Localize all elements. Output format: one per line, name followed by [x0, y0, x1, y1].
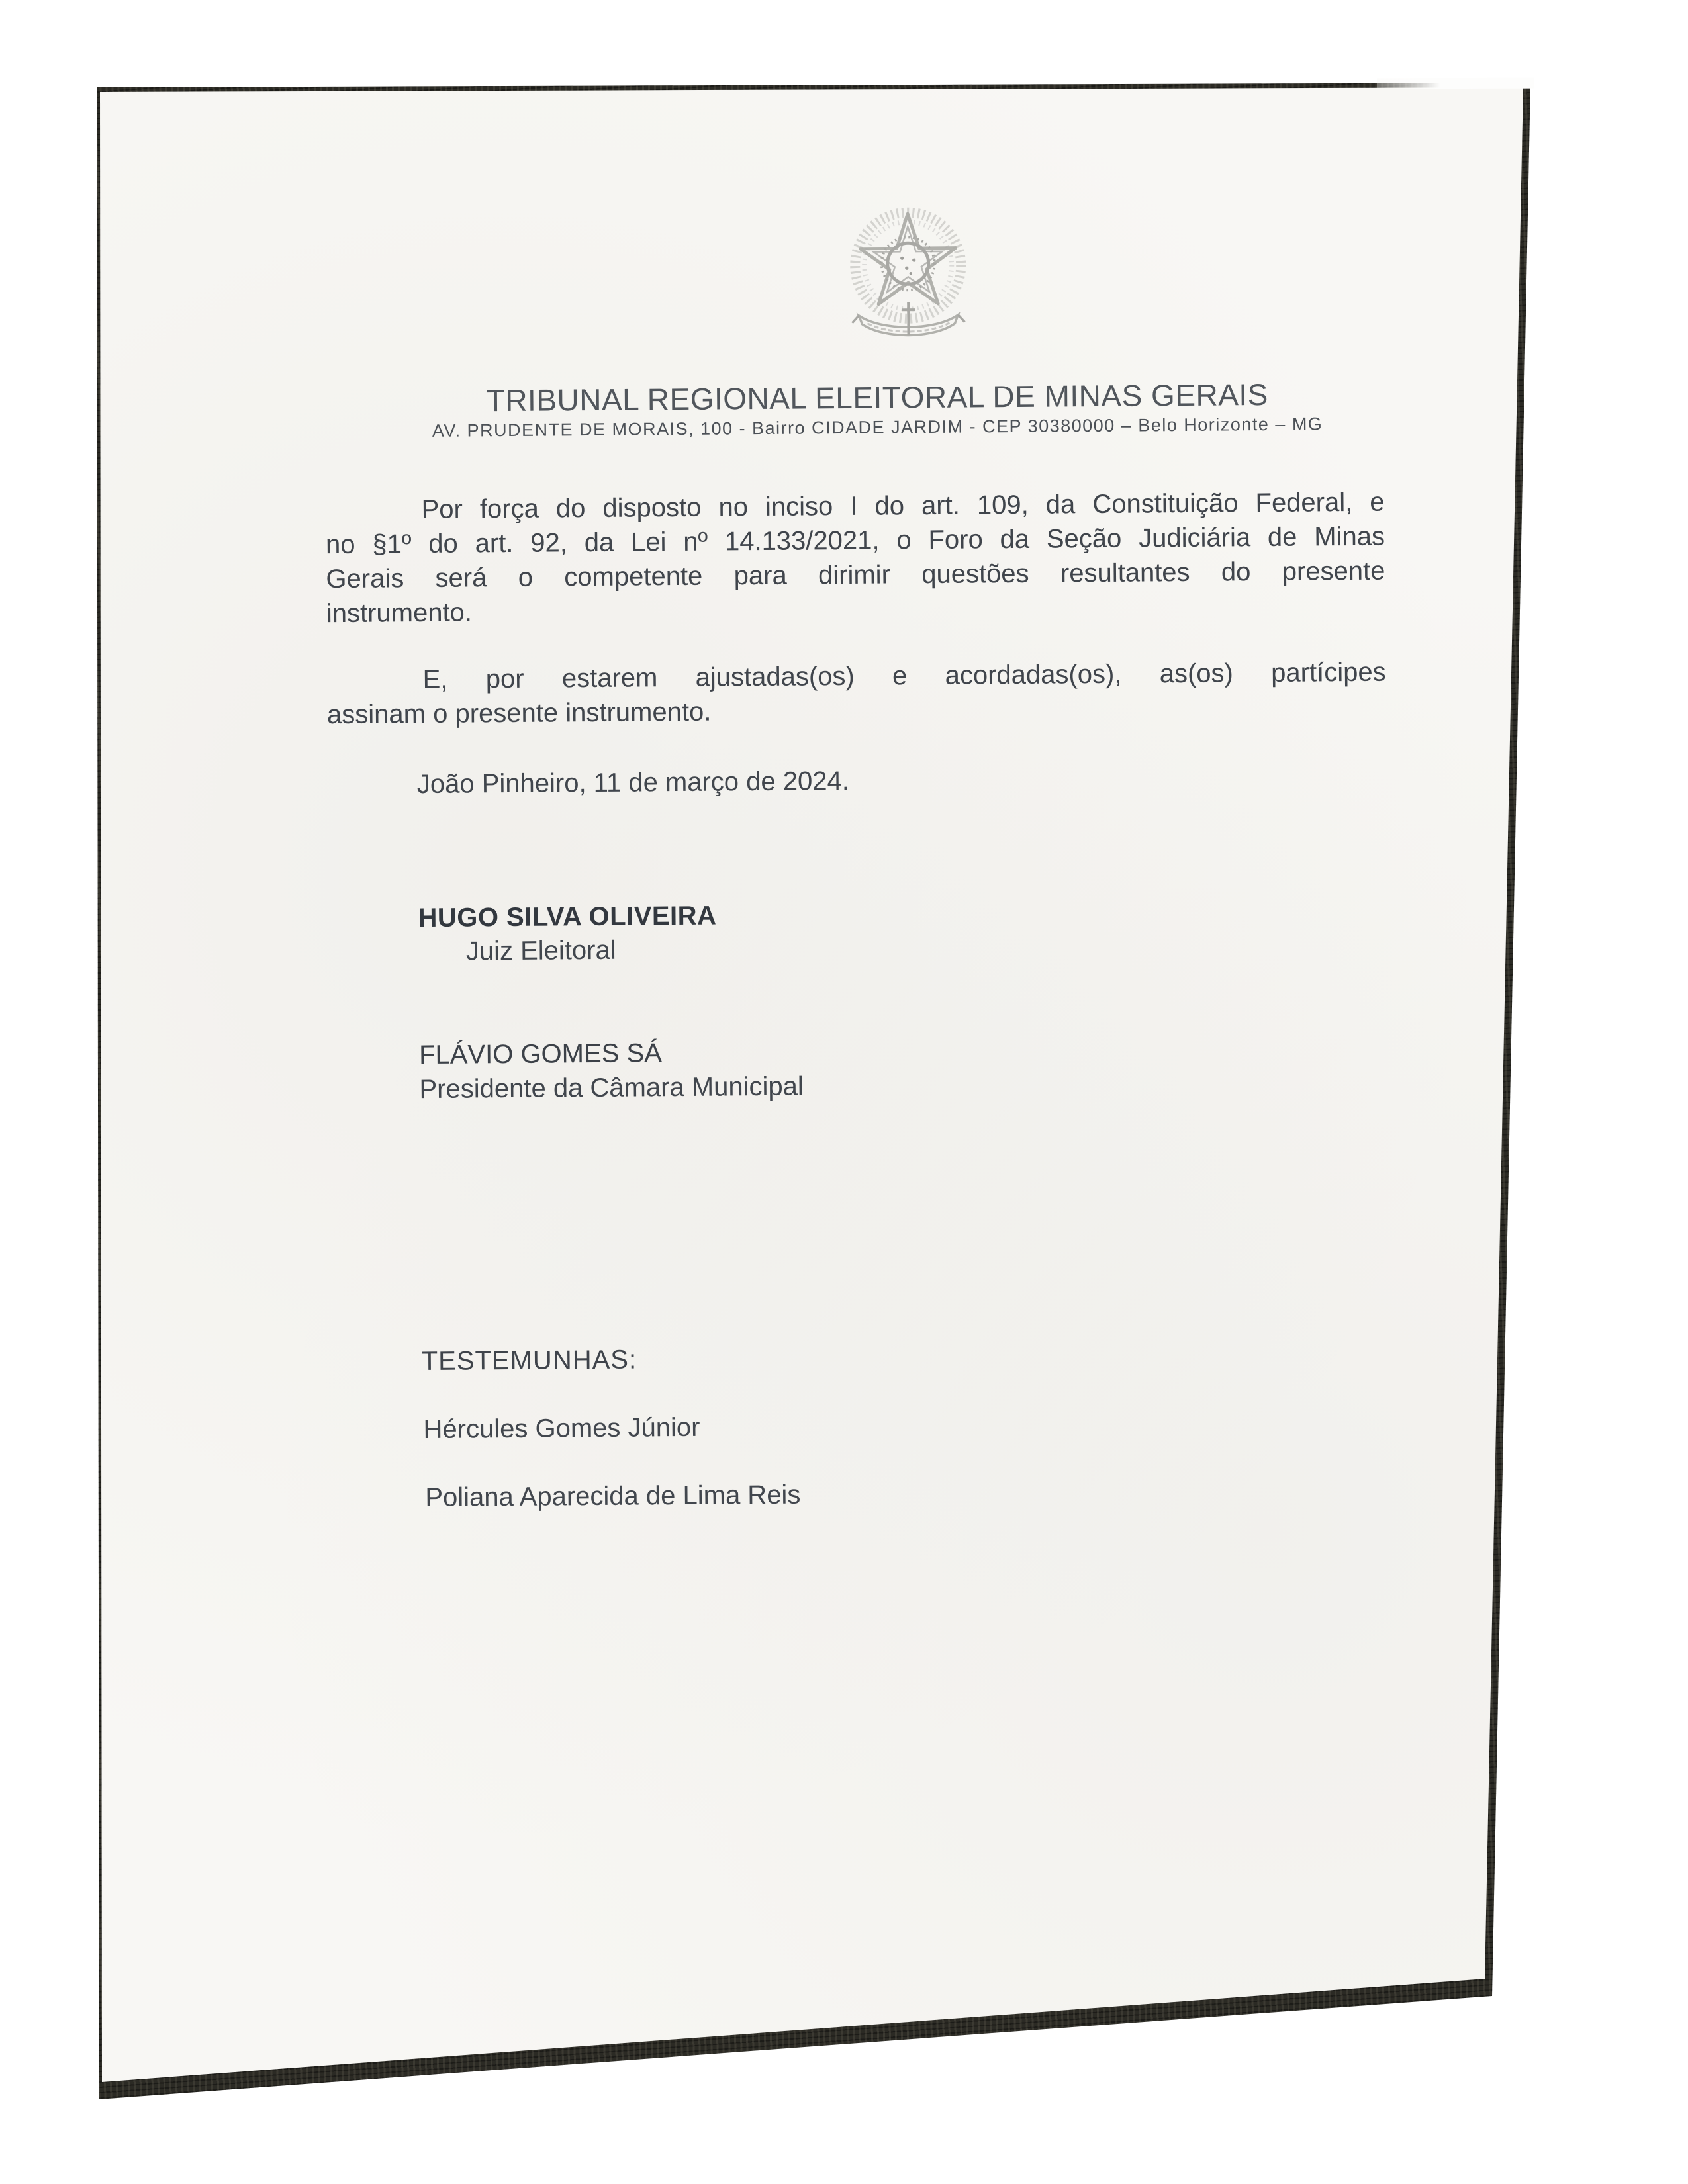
paragraph-line: Por força do disposto no inciso I do art. 109, da Constituição Federal, e [421, 487, 1385, 525]
signature-role-judge: Juiz Eleitoral [465, 935, 616, 966]
signature-role-president: Presidente da Câmara Municipal [419, 1071, 804, 1105]
paragraph-line: E, por estarem ajustadas(os) e acordadas(os), as(os) partícipes [422, 657, 1386, 695]
org-title: TRIBUNAL REGIONAL ELEITORAL DE MINAS GERAIS [486, 377, 1269, 418]
brazil-coat-of-arms-icon [845, 202, 972, 347]
paragraph-line: instrumento. [326, 598, 473, 629]
org-address: AV. PRUDENTE DE MORAIS, 100 - Bairro CIDADE JARDIM - CEP 30380000 – Belo Horizonte – MG [432, 414, 1323, 441]
place-date-line: João Pinheiro, 11 de março de 2024. [416, 766, 850, 799]
paragraph-line: Gerais será o competente para dirimir questões resultantes do presente [326, 556, 1385, 594]
signature-name-president: FLÁVIO GOMES SÁ [418, 1038, 663, 1070]
witnesses-label: TESTEMUNHAS: [421, 1345, 637, 1377]
witness-name: Poliana Aparecida de Lima Reis [425, 1480, 801, 1513]
witness-name: Hércules Gomes Júnior [423, 1412, 700, 1445]
paragraph-line: assinam o presente instrumento. [326, 697, 712, 730]
paragraph-signing-clause [326, 655, 1386, 733]
signature-name-judge: HUGO SILVA OLIVEIRA [418, 901, 717, 933]
paragraph-line: no §1º do art. 92, da Lei nº 14.133/2021, o Foro da Seção Judiciária de Minas [325, 522, 1385, 560]
paragraph-forum-clause [325, 485, 1385, 631]
coat-of-arms-seal [845, 202, 972, 347]
